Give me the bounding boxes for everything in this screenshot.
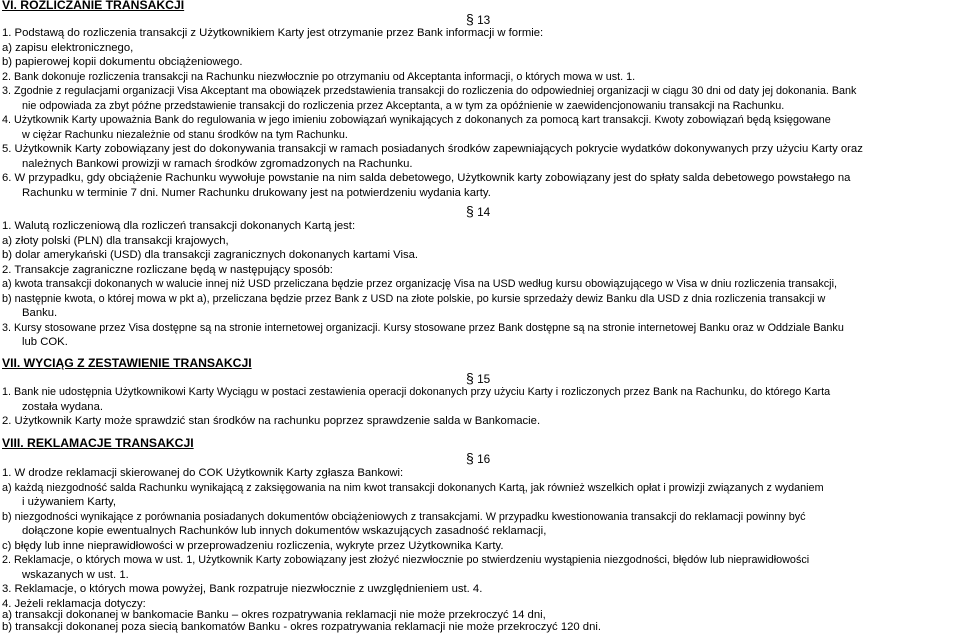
s14-line-9: lub COK. bbox=[22, 335, 960, 350]
s13-line-3: b) papierowej kopii dokumentu obciążeniowego. bbox=[2, 55, 958, 70]
s13-line-5: 3. Zgodnie z regulacjami organizacji Visa Akceptant ma obowiązek przedstawienia transakcji do rozliczenia do odpowiedniej organizacji w ciągu 30 dni od daty jej dokonania. Bank bbox=[2, 84, 958, 99]
s13-line-7: 4. Użytkownik Karty upoważnia Bank do regulowania w jego imieniu zobowiązań wynikających z dokonanych za pomocą kart transakcji. Kwoty zobowiązań będą księgowane bbox=[2, 113, 958, 128]
s14-line-7: Banku. bbox=[22, 306, 960, 321]
s15-line-3: 2. Użytkownik Karty może sprawdzić stan środków na rachunku poprzez sprawdzenie salda w Bankomacie. bbox=[2, 414, 958, 429]
s13-line-12: Rachunku w terminie 7 dni. Numer Rachunku drukowany jest na potwierdzeniu wydania karty. bbox=[22, 186, 960, 201]
s13-line-8: w ciężar Rachunku niezależnie od stanu środków na tym Rachunku. bbox=[22, 128, 960, 143]
s14-line-8: 3. Kursy stosowane przez Visa dostępne są na stronie internetowej organizacji. Kursy stosowane przez Bank dostępne są na stronie internetowej Banku oraz w Oddziale Banku bbox=[2, 321, 958, 336]
s13-line-2: a) zapisu elektronicznego, bbox=[2, 41, 958, 56]
section-vii-title: VII. WYCIĄG Z ZESTAWIENIE TRANSAKCJI bbox=[2, 356, 252, 370]
s13-line-11: 6. W przypadku, gdy obciążenie Rachunku wywołuje powstanie na nim salda debetowego, Użytkownik karty zobowiązany jest do spłaty salda debetowego powstałego na bbox=[2, 171, 958, 186]
s16-line-5: dołączone kopie ewentualnych Rachunków lub innych dokumentów wskazujących zasadność reklamacji, bbox=[22, 524, 960, 539]
s16-line-6: c) błędy lub inne nieprawidłowości w przeprowadzeniu rozliczenia, wykryte przez Użytkownika Karty. bbox=[2, 539, 958, 554]
paragraph-15-mark: § 15 bbox=[466, 371, 490, 386]
paragraph-16-mark: § 16 bbox=[466, 451, 490, 466]
s16-line-9: 3. Reklamacje, o których mowa powyżej, Bank rozpatruje niezwłocznie z uwzględnieniem ust. 4. bbox=[2, 582, 958, 597]
s14-line-4: 2. Transakcje zagraniczne rozliczane będą w następujący sposób: bbox=[2, 263, 958, 278]
s13-line-6: nie odpowiada za zbyt późne przedstawienie transakcji do rozliczenia przez Akceptanta, a w tym za opóźnienie w zaewidencjonowaniu transakcji na Rachunku. bbox=[22, 99, 960, 114]
s13-line-9: 5. Użytkownik Karty zobowiązany jest do dokonywania transakcji w ramach posiadanych środków zapewniających pokrycie wydatków dokonywanych przy użyciu Karty oraz bbox=[2, 142, 958, 157]
s14-line-2: a) złoty polski (PLN) dla transakcji krajowych, bbox=[2, 234, 958, 249]
paragraph-13-mark: § 13 bbox=[466, 12, 490, 27]
paragraph-14-mark: § 14 bbox=[466, 204, 490, 219]
s16-line-3: i używaniem Karty, bbox=[22, 495, 960, 510]
s16-line-2: a) każdą niezgodność salda Rachunku wynikającą z zaksięgowania na nim kwot transakcji dokonanych Kartą, jak również wszelkich opłat i prowizji związanych z wydaniem bbox=[2, 481, 958, 496]
s16-line-4: b) niezgodności wynikające z porównania posiadanych dokumentów obciążeniowych z transakcjami. W przypadku kwestionowania transakcji do reklamacji powinny być bbox=[2, 510, 958, 525]
s16-line-10: 4. Jeżeli reklamacja dotyczy: bbox=[2, 597, 958, 612]
s16-line-12: b) transakcji dokonanej poza siecią bankomatów Banku - okres rozpatrywania reklamacji nie może przekroczyć 120 dni. bbox=[2, 620, 958, 634]
s13-line-1: 1. Podstawą do rozliczenia transakcji z Użytkownikiem Karty jest otrzymanie przez Bank informacji w formie: bbox=[2, 26, 958, 41]
s14-line-1: 1. Walutą rozliczeniową dla rozliczeń transakcji dokonanych Kartą jest: bbox=[2, 219, 958, 234]
s13-line-4: 2. Bank dokonuje rozliczenia transakcji na Rachunku niezwłocznie po otrzymaniu od Akceptanta informacji, o których mowa w ust. 1. bbox=[2, 70, 958, 85]
s16-line-8: wskazanych w ust. 1. bbox=[22, 568, 960, 583]
s14-line-6: b) następnie kwota, o której mowa w pkt a), przeliczana będzie przez Bank z USD na złote polskie, po kursie sprzedaży dewiz Banku dla USD z dnia rozliczenia transakcji w bbox=[2, 292, 958, 307]
s14-line-5: a) kwota transakcji dokonanych w walucie innej niż USD przeliczana będzie przez organizację Visa na USD według kursu obowiązującego w Visa w dniu rozliczenia transakcji, bbox=[2, 277, 958, 292]
s16-line-1: 1. W drodze reklamacji skierowanej do COK Użytkownik Karty zgłasza Bankowi: bbox=[2, 466, 958, 481]
s14-line-3: b) dolar amerykański (USD) dla transakcji zagranicznych dokonanych kartami Visa. bbox=[2, 248, 958, 263]
section-viii-title: VIII. REKLAMACJE TRANSAKCJI bbox=[2, 436, 194, 450]
s15-line-1: 1. Bank nie udostępnia Użytkownikowi Karty Wyciągu w postaci zestawienia operacji dokonanych przy użyciu Karty i rozliczonych przez Bank na Rachunku, do którego Karta bbox=[2, 385, 958, 400]
s15-line-2: została wydana. bbox=[22, 400, 960, 415]
s16-line-7: 2. Reklamacje, o których mowa w ust. 1, Użytkownik Karty zobowiązany jest złożyć niezwłocznie po stwierdzeniu wystąpienia niezgodności, błędów lub nieprawidłowości bbox=[2, 553, 958, 568]
s16-line-11: a) transakcji dokonanej w bankomacie Banku – okres rozpatrywania reklamacji nie może przekroczyć 14 dni, bbox=[2, 608, 958, 623]
section-vi-title: VI. ROZLICZANIE TRANSAKCJI bbox=[2, 0, 184, 12]
s13-line-10: należnych Bankowi prowizji w ramach środków zgromadzonych na Rachunku. bbox=[22, 157, 960, 172]
